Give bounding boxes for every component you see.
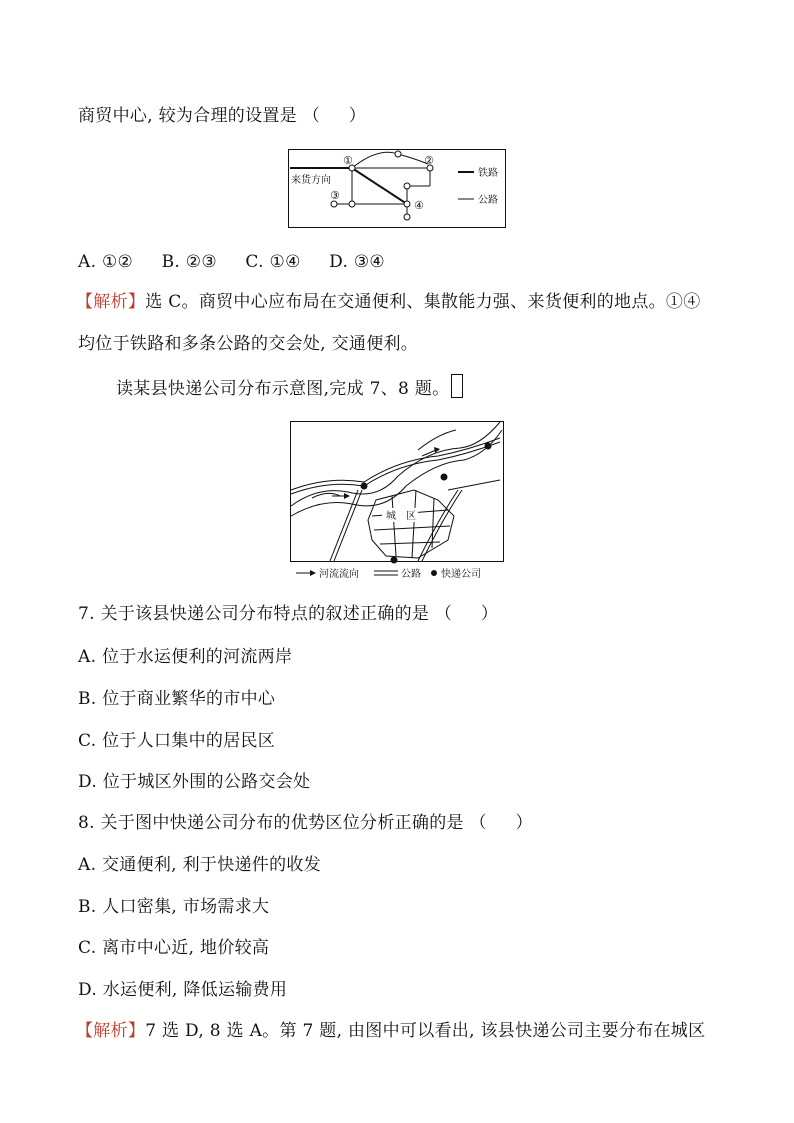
q6-explain-line-2: 均位于铁路和多条公路的交会处, 交通便利。 (78, 334, 419, 354)
placeholder-box (451, 374, 463, 398)
q78-explain-text: 7 选 D, 8 选 A。第 7 题, 由图中可以看出, 该县快递公司主要分布在城区 (145, 1021, 706, 1041)
q8-option-c: C. 离市中心近, 地价较高 (78, 938, 270, 958)
q6-explain-line-1 (76, 290, 701, 314)
company-dot-4 (391, 557, 398, 564)
q7-option-b: B. 位于商业繁华的市中心 (78, 689, 276, 709)
county-delivery-map (288, 420, 506, 586)
city-label: 城 区 (386, 511, 416, 522)
q6-explain-text-1: 选 C。商贸中心应布局在交通便利、集散能力强、来货便利的地点。①④ (145, 292, 701, 312)
q6-stem-tail: 商贸中心, 较为合理的设置是 （ ） (78, 106, 367, 126)
q8-option-b: B. 人口密集, 市场需求大 (78, 897, 270, 917)
marker-1: ① (343, 154, 353, 167)
q7-option-d: D. 位于城区外围的公路交会处 (78, 772, 311, 792)
q7-option-c: C. 位于人口集中的居民区 (78, 731, 276, 751)
intro-line (116, 374, 463, 401)
q7-stem: 7. 关于该县快递公司分布特点的叙述正确的是 （ ） (78, 604, 499, 624)
q8-option-d: D. 水运便利, 降低运输费用 (78, 980, 288, 1000)
legend-rail: 铁路 (478, 168, 498, 179)
q78-explain-line (76, 1019, 705, 1043)
q7-option-a: A. 位于水运便利的河流两岸 (78, 647, 293, 667)
q6-option-b: B. ②③ (161, 252, 217, 272)
marker-4: ④ (414, 199, 424, 212)
legend-river: 河流流向 (319, 569, 359, 580)
explain-tag: 【解析】 (76, 292, 146, 312)
q6-option-a: A. ①② (78, 252, 134, 272)
q6-option-d: D. ③④ (329, 252, 385, 272)
company-dot-1 (361, 483, 368, 490)
explain-tag-2: 【解析】 (76, 1021, 146, 1041)
marker-2: ② (424, 154, 434, 167)
q6-options (78, 250, 385, 274)
q8-option-a: A. 交通便利, 利于快递件的收发 (78, 855, 321, 875)
intro-text: 读某县快递公司分布示意图,完成 7、8 题。 (116, 379, 450, 399)
company-dot-2 (441, 474, 448, 481)
q8-stem: 8. 关于图中快递公司分布的优势区位分析正确的是 （ ） (78, 813, 533, 833)
railway-road-map (288, 149, 506, 233)
origin-label: 来货方向 (291, 175, 331, 186)
company-dot-3 (485, 443, 492, 450)
marker-3: ③ (330, 189, 340, 202)
legend-road: 公路 (478, 195, 498, 206)
legend-road: 公路 (401, 569, 421, 580)
q6-option-c: C. ①④ (245, 252, 301, 272)
legend-company: 快递公司 (441, 569, 481, 580)
